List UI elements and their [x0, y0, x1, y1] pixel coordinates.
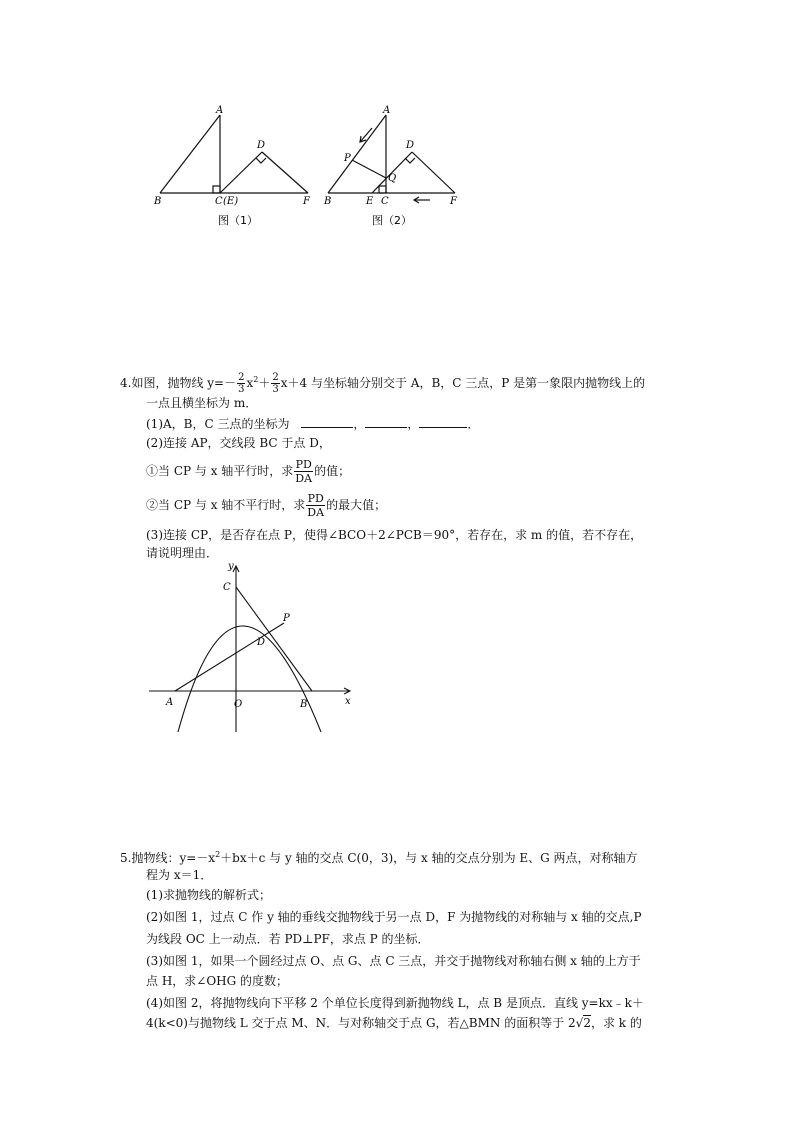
- graph-label-y: y: [228, 561, 234, 572]
- graph-label-C: C: [223, 582, 231, 593]
- problem-4-graph: [145, 560, 360, 738]
- answer-blank-A[interactable]: [301, 416, 353, 428]
- problem-4-line-1: 4.如图，抛物线 y=－ $\frac{2}{3}$ $x^2+$ $\frac{2}{3}$ x＋4 与坐标轴分别交于 A，B，C 三点，P 是第一象限内抛物线上的: [120, 372, 646, 395]
- problem-5-q3-line-2: 点 H，求∠OHG 的度数；: [146, 974, 289, 988]
- fig1-label-E: (E): [223, 196, 239, 207]
- figure-1: [160, 115, 308, 193]
- fig2-label-A: A: [383, 105, 391, 116]
- fig2-label-P: P: [344, 153, 351, 164]
- answer-blank-C[interactable]: [419, 416, 467, 428]
- fig1-label-C: C: [215, 196, 223, 207]
- fig2-label-E: E: [366, 196, 374, 207]
- fig1-label-A: A: [216, 105, 224, 116]
- fig1-label-D: D: [257, 140, 266, 151]
- fig1-label-B: B: [154, 196, 162, 207]
- fig1-caption: 图（1）: [218, 214, 258, 227]
- problem-4-q3-line-2: 请说明理由．: [146, 546, 219, 560]
- fig2-caption: 图（2）: [372, 214, 412, 227]
- sqrt-symbol: √: [575, 1016, 584, 1030]
- problem-5: [120, 848, 720, 1038]
- fig2-label-D: D: [406, 140, 415, 151]
- segment-AP: [175, 623, 284, 691]
- problem-5-q1: (1)求抛物线的解析式；: [146, 888, 271, 902]
- segment-CB: [236, 587, 312, 691]
- problem-5-line-2: 程为 x＝1．: [146, 868, 213, 882]
- top-figures: [150, 100, 470, 235]
- problem-5-q2-line-2: 为线段 OC 上一动点．若 PD⊥PF，求点 P 的坐标．: [146, 932, 430, 946]
- problem-5-q4-line-2: 4(k<0)与抛物线 L 交于点 M、N．与对称轴交于点 G，若△BMN 的面积等于 2√2，求 k 的: [146, 1016, 642, 1030]
- problem-4-q1: (1)A，B，C 三点的坐标为 ， ， ．: [146, 417, 480, 431]
- answer-blank-B[interactable]: [365, 416, 407, 428]
- fraction-pd-da-b: $\frac{PD}{DA}$: [307, 492, 325, 519]
- problem-5-line-1: 5.抛物线：$y=-x^2+bx+c$ 与 y 轴的交点 C(0，3)，与 x 轴的交点分别为 E、G 两点，对称轴方: [120, 850, 638, 865]
- graph-label-x: x: [345, 696, 351, 707]
- graph-label-O: O: [234, 699, 243, 710]
- fraction-pd-da-a: $\frac{PD}{DA}$: [295, 458, 313, 485]
- fig2-label-B: B: [324, 196, 332, 207]
- graph-label-A: A: [166, 697, 174, 708]
- fraction-2-3-b: $\frac{2}{3}$: [272, 372, 279, 395]
- problem-5-q3-line-1: (3)如图 1，如果一个圆经过点 O、点 G、点 C 三点，并交于抛物线对称轴右侧 x 轴的上方于: [146, 954, 641, 968]
- fig2-label-Q: Q: [388, 173, 397, 184]
- problem-4-q3-line-1: (3)连接 CP，是否存在点 P，使得∠BCO＋2∠PCB＝90°，若存在，求 m 的值，若不存在，: [146, 528, 643, 542]
- graph-label-P: P: [283, 613, 290, 624]
- graph-label-B: B: [300, 699, 308, 710]
- problem-4-q2b: ②当 CP 与 x 轴不平行时，求 $\frac{PD}{DA}$ 的最大值；: [146, 492, 387, 519]
- fig2-label-F: F: [450, 196, 457, 207]
- problem-4-q2a: ①当 CP 与 x 轴平行时，求 $\frac{PD}{DA}$ 的值；: [146, 458, 351, 485]
- graph-label-D: D: [257, 637, 266, 648]
- fig1-label-F: F: [303, 196, 310, 207]
- problem-4-line-2: 一点且横坐标为 m．: [146, 396, 258, 410]
- problem-5-q4-line-1: (4)如图 2，将抛物线向下平移 2 个单位长度得到新抛物线 L，点 B 是顶点．直线 y=kx﹣k＋: [146, 996, 644, 1010]
- parabola: [178, 626, 321, 732]
- problem-5-q2-line-1: (2)如图 1，过点 C 作 y 轴的垂线交抛物线于另一点 D，F 为抛物线的对称轴与 x 轴的交点,P: [146, 910, 642, 924]
- problem-4: [120, 372, 720, 562]
- fig2-label-C: C: [381, 196, 389, 207]
- fraction-2-3-a: $\frac{2}{3}$: [238, 372, 245, 395]
- problem-4-q2: (2)连接 AP，交线段 BC 于点 D，: [146, 436, 331, 450]
